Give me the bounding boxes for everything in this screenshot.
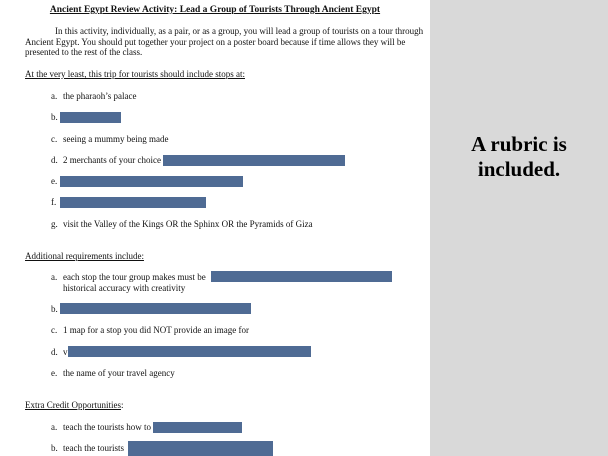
- list-marker: b.: [51, 112, 58, 122]
- callout-line-2: included.: [477, 157, 561, 181]
- list-marker: f.: [51, 197, 57, 207]
- list-item: [51, 422, 151, 432]
- list-item: [51, 325, 249, 335]
- list-item: [51, 134, 168, 144]
- redaction-block: [60, 112, 121, 123]
- list-marker: d.: [51, 155, 58, 165]
- redaction-block: [68, 346, 311, 357]
- list-item-text: the name of your travel agency: [63, 368, 175, 378]
- list-marker: a.: [51, 272, 58, 282]
- list-marker: b.: [51, 304, 58, 314]
- list-marker: a.: [51, 91, 58, 101]
- list-item-text: seeing a mummy being made: [63, 134, 169, 144]
- list-item: [51, 272, 206, 282]
- list-marker: g.: [51, 219, 58, 229]
- section-heading-suffix: :: [120, 400, 124, 410]
- list-item-text: 2 merchants of your choice: [63, 155, 161, 165]
- list-item-continuation: historical accuracy with creativity: [63, 283, 186, 293]
- list-item-text: each stop the tour group makes must be: [63, 272, 206, 282]
- redaction-block: [60, 197, 206, 208]
- list-item: [51, 219, 313, 229]
- list-marker: c.: [51, 325, 58, 335]
- section-heading-requirements: Additional requirements include:: [25, 251, 144, 261]
- redaction-block: [153, 422, 242, 433]
- redaction-block: [60, 176, 243, 187]
- rubric-callout: [430, 132, 608, 182]
- list-marker: d.: [51, 347, 58, 357]
- list-item-text: teach the tourists: [63, 443, 124, 453]
- list-item-text: teach the tourists how to: [63, 422, 151, 432]
- list-marker: b.: [51, 443, 58, 453]
- list-item: [51, 368, 175, 378]
- list-item: [51, 91, 136, 101]
- redaction-block: [128, 441, 273, 456]
- callout-line-1: A rubric is: [471, 132, 567, 156]
- intro-paragraph: In this activity, individually, as a pair, or as a group, you will lead a group of tourists on a tour through Ancient Egypt. You should put together your project on a poster board because if time allows they will be presented to the rest of the class.: [25, 26, 424, 57]
- list-item-text: v: [63, 347, 68, 357]
- list-item: [51, 347, 68, 357]
- list-item-text: 1 map for a stop you did NOT provide an image for: [63, 325, 250, 335]
- redaction-block: [211, 271, 392, 282]
- section-heading-text: Extra Credit Opportunities: [25, 400, 121, 410]
- redaction-block: [163, 155, 345, 166]
- list-item-text: the pharaoh’s palace: [63, 91, 137, 101]
- list-marker: a.: [51, 422, 58, 432]
- list-item-text: visit the Valley of the Kings OR the Sphinx OR the Pyramids of Giza: [63, 219, 313, 229]
- list-marker: e.: [51, 176, 58, 186]
- redaction-block: [60, 303, 251, 314]
- list-marker: e.: [51, 368, 58, 378]
- list-item: [51, 443, 124, 453]
- section-heading-extra-credit: [25, 400, 124, 410]
- list-marker: c.: [51, 134, 58, 144]
- section-heading-stops: At the very least, this trip for tourists should include stops at:: [25, 69, 245, 79]
- list-item: [51, 155, 161, 165]
- document-title: Ancient Egypt Review Activity: Lead a Group of Tourists Through Ancient Egypt: [49, 5, 381, 15]
